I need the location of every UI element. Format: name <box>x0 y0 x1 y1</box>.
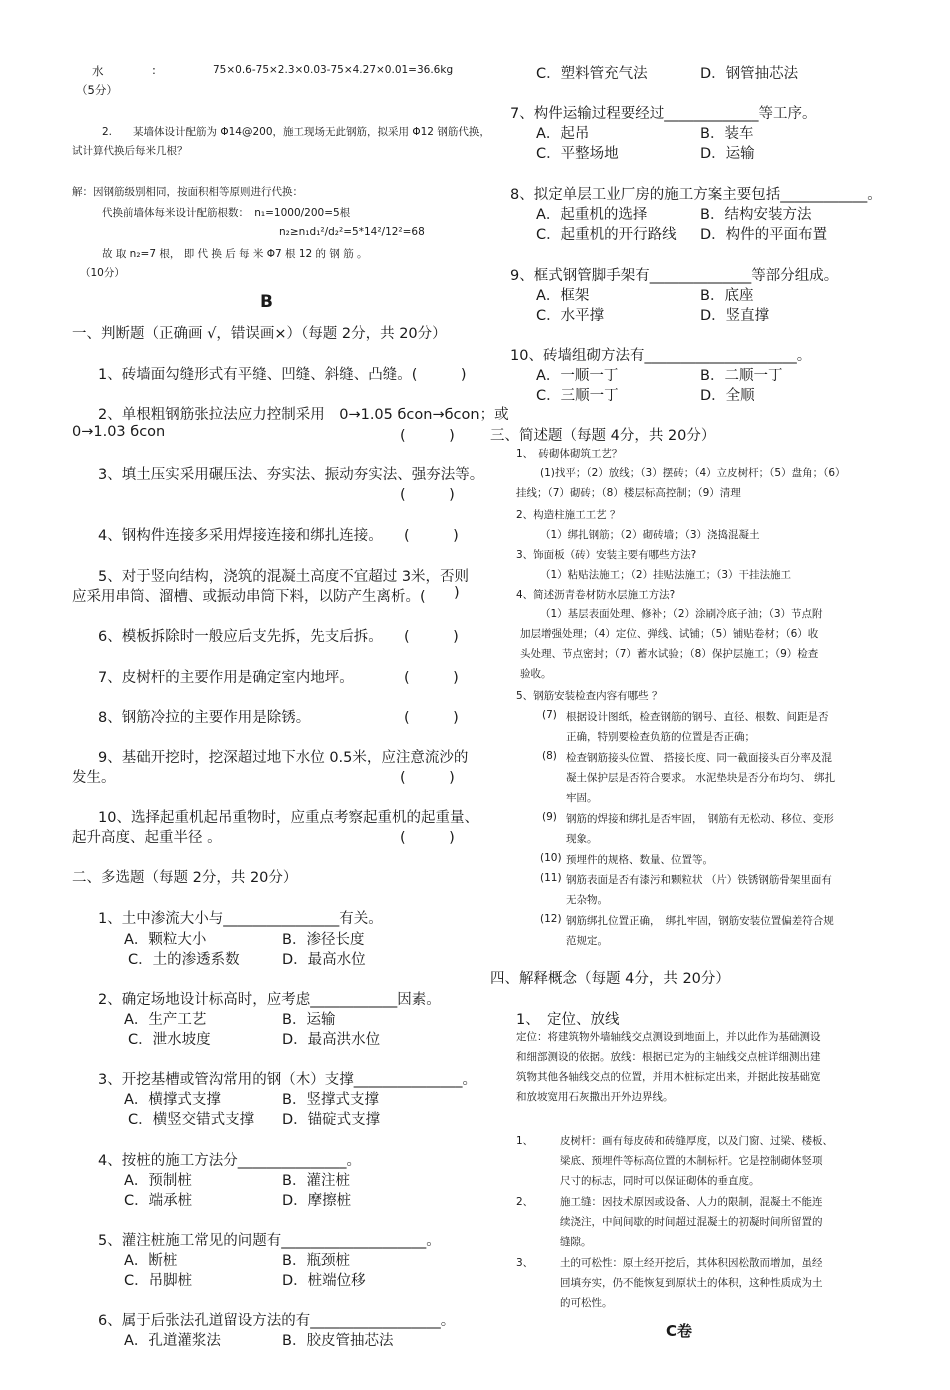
tf-answer-7[interactable]: ( ) <box>404 670 459 686</box>
mc-7-option-b[interactable]: B．装车 <box>700 126 754 142</box>
solution-line3: n₂≥n₁d₁²/d₂²=5*14²/12²=68 <box>279 226 425 238</box>
sa-answer-4-line1: （1）基层表面处理、修补；（2）涂刷冷底子油；（3）节点附 <box>540 608 823 620</box>
mc-10-option-b[interactable]: B．二顺一丁 <box>700 368 783 384</box>
ex-item-3-line3: 的可松性。 <box>560 1297 613 1309</box>
mc-8-option-a[interactable]: A．起重机的选择 <box>536 207 648 223</box>
ex-item-2-line2: 续浇注，中间间歇的时间超过混凝土的初凝时间所留置的 <box>560 1216 823 1228</box>
sa-question-2: 2、构造柱施工工艺 ？ <box>516 509 621 521</box>
tf-title: 一、判断题（正确画 √，错误画×）（每题 2分，共 20分） <box>72 326 447 342</box>
ex-item-3-line2: 回填夯实，仍不能恢复到原状土的体积，这种性质成为土 <box>560 1277 823 1289</box>
ex-title: 四、解释概念（每题 4分，共 20分） <box>490 971 730 987</box>
ex-1-line1: 定位：将建筑物外墙轴线交点测设到地面上，并以此作为基础测设 <box>516 1031 821 1043</box>
steel-item-12-num: (12) <box>540 913 562 925</box>
steel-item-8-line1: 检查钢筋接头位置、 搭接长度、同一截面接头百分率及混 <box>566 752 832 764</box>
sa-answer-4-line2: 加层增强处理；（4）定位、弹线、试铺；（5）铺贴卷材；（6）收 <box>520 628 819 640</box>
section-b-title: B <box>260 292 273 312</box>
ex-1-line2: 和细部测设的依据。放线：根据已定为的主轴线交点桩详细测出建 <box>516 1051 821 1063</box>
tf-answer-9[interactable]: ( ) <box>400 770 455 786</box>
tf-item-6: 6、模板拆除时一般应后支先拆，先支后拆。 <box>98 629 383 645</box>
ex-item-2-line3: 缝隙。 <box>560 1236 592 1248</box>
ex-item-2-num: 2、 <box>516 1196 534 1208</box>
mc-9-option-c[interactable]: C．水平撑 <box>536 308 605 324</box>
ex-1-line4: 和放坡宽用石灰撒出开外边界线。 <box>516 1091 674 1103</box>
mc-8-option-b[interactable]: B．结构安装方法 <box>700 207 812 223</box>
mc-question-8: 8、拟定单层工业厂房的施工方案主要包括____________。 <box>510 187 882 203</box>
tf-item-10-line1: 10、选择起重机起吊重物时，应重点考察起重机的起重量、 <box>98 810 479 826</box>
steel-item-7-line2: 正确，特别要检查负筋的位置是否正确； <box>566 731 755 743</box>
mc-1-option-c[interactable]: C．土的渗透系数 <box>128 952 240 968</box>
sa-question-3: 3、饰面板（砖）安装主要有哪些方法? <box>516 549 697 561</box>
mc-3-option-a[interactable]: A．横撑式支撑 <box>124 1092 221 1108</box>
sa-answer-2: （1）绑扎钢筋；（2）砌砖墙；（3）浇捣混凝土 <box>540 529 760 541</box>
mc-7-option-a[interactable]: A．起吊 <box>536 126 590 142</box>
steel-item-11-num: (11) <box>540 872 562 884</box>
mc-2-option-a[interactable]: A．生产工艺 <box>124 1012 207 1028</box>
sa-answer-3: （1）粘贴法施工；（2）挂贴法施工；（3）干挂法施工 <box>540 569 792 581</box>
water-colon: : <box>152 63 156 77</box>
ex-1-line3: 筑物其他各轴线交点的位置，并用木桩标定出来，并据此按基础宽 <box>516 1071 821 1083</box>
mc-3-option-b[interactable]: B．竖撑式支撑 <box>282 1092 379 1108</box>
tf-item-3: 3、填土压实采用碾压法、夯实法、振动夯实法、强夯法等。 <box>98 467 485 483</box>
solution-line4: 故 取 n₂=7 根， 即 代 换 后 每 米 Φ7 根 12 的 钢 筋 。 <box>102 248 368 260</box>
ex-item-1-line2: 梁底、预埋件等标高位置的木制标杆。它是控制砌体竖项 <box>560 1155 823 1167</box>
mc-question-7: 7、构件运输过程要经过_____________等工序。 <box>510 106 817 122</box>
mc-question-3: 3、开挖基槽或管沟常用的钢（木）支撑_______________。 <box>98 1072 477 1088</box>
steel-item-12-line2: 范规定。 <box>566 935 608 947</box>
steel-item-8-num: (8) <box>542 750 557 762</box>
ex-item-3-line1: 土的可松性：原土经开挖后，其体积因松散而增加，虽经 <box>560 1257 823 1269</box>
mc-6-option-c[interactable]: C．塑料管充气法 <box>536 66 648 82</box>
mc-8-option-c[interactable]: C．起重机的开行路线 <box>536 227 677 243</box>
ex-item-1-line3: 尺寸的标志，同时可以保证砌体的垂直度。 <box>560 1175 760 1187</box>
mc-2-option-c[interactable]: C．泄水坡度 <box>128 1032 211 1048</box>
ex-1-title: 1、 定位、放线 <box>516 1012 620 1028</box>
mc-4-option-a[interactable]: A．预制桩 <box>124 1173 192 1189</box>
mc-1-option-b[interactable]: B．渗径长度 <box>282 932 365 948</box>
sa-answer-4-line3: 头处理、节点密封；（7）蓄水试验；（8）保护层施工；（9）检查 <box>520 648 819 660</box>
mc-6-option-d[interactable]: D．钢管抽芯法 <box>700 66 799 82</box>
sa-title: 三、简述题（每题 4分，共 20分） <box>490 428 716 444</box>
tf-item-5-line2: 应采用串筒、溜槽、或振动串筒下料，以防产生离析。( <box>72 589 426 605</box>
steel-item-9-num: (9) <box>542 811 557 823</box>
steel-item-8-line2: 凝土保护层是否符合要求。 水泥垫块是否分布均匀、 绑扎 <box>566 772 836 784</box>
mc-2-option-d[interactable]: D．最高洪水位 <box>282 1032 381 1048</box>
ex-item-1-line1: 皮树杆：画有每皮砖和砖缝厚度，以及门窗、过梁、楼板、 <box>560 1135 833 1147</box>
sa-answer-1-line1: (1)找平；（2）放线；（3）摆砖；（4）立皮树杆；（5）盘角；（6） <box>540 467 846 479</box>
tf-answer-8[interactable]: ( ) <box>404 710 459 726</box>
steel-item-7-num: (7) <box>542 709 557 721</box>
mc-question-1: 1、土中渗流大小与________________有关。 <box>98 911 383 927</box>
q2-line1: 2. 某墙体设计配筋为 Φ14@200，施工现场无此钢筋，拟采用 Φ12 钢筋代换， <box>102 126 490 138</box>
tf-item-2-line2: 0→1.03 бcon <box>72 424 166 440</box>
steel-item-9-line2: 现象。 <box>566 833 598 845</box>
mc-question-10: 10、砖墙组砌方法有_____________________。 <box>510 348 812 364</box>
mc-5-option-b[interactable]: B．瓶颈桩 <box>282 1253 350 1269</box>
ex-item-1-num: 1、 <box>516 1135 534 1147</box>
mc-8-option-d[interactable]: D．构件的平面布置 <box>700 227 828 243</box>
water-score: （5分） <box>76 83 118 97</box>
mc-5-option-d[interactable]: D．桩端位移 <box>282 1273 366 1289</box>
water-label: 水 <box>92 64 104 78</box>
tf-item-8: 8、钢筋冷拉的主要作用是除锈。 <box>98 710 311 726</box>
steel-item-8-line3: 牢固。 <box>566 792 598 804</box>
tf-item-7: 7、皮树杆的主要作用是确定室内地坪。 <box>98 670 354 686</box>
steel-item-7-line1: 根据设计图纸，检查钢筋的钢号、直径、根数、间距是否 <box>566 711 829 723</box>
tf-item-2-line1: 2、单根粗钢筋张拉法应力控制采用 0→1.05 бcon→бcon；或 <box>98 407 509 423</box>
mc-7-option-d[interactable]: D．运输 <box>700 146 755 162</box>
steel-item-11-line2: 无杂物。 <box>566 894 608 906</box>
section-c-title: C卷 <box>666 1322 693 1340</box>
sa-answer-1-line2: 挂线；（7）砌砖；（8）楼层标高控制；（9）清理 <box>516 487 741 499</box>
solution-line5: （10分） <box>80 267 125 279</box>
mc-6-option-a[interactable]: A．孔道灌浆法 <box>124 1333 221 1349</box>
steel-item-10-num: (10) <box>540 852 562 864</box>
tf-answer-5[interactable]: ) <box>454 585 460 601</box>
mc-question-5: 5、灌注桩施工常见的问题有____________________。 <box>98 1233 441 1249</box>
steel-item-10-line1: 预埋件的规格、数量、位置等。 <box>566 854 713 866</box>
mc-question-4: 4、按桩的施工方法分_______________。 <box>98 1153 361 1169</box>
tf-item-9-line2: 发生。 <box>72 770 116 786</box>
mc-title: 二、多选题（每题 2分，共 20分） <box>72 870 298 886</box>
mc-9-option-a[interactable]: A．框架 <box>536 288 590 304</box>
mc-question-2: 2、确定场地设计标高时，应考虑____________因素。 <box>98 992 441 1008</box>
mc-4-option-c[interactable]: C．端承桩 <box>124 1193 193 1209</box>
mc-5-option-a[interactable]: A．断桩 <box>124 1253 178 1269</box>
mc-3-option-c[interactable]: C．横竖交错式支撑 <box>128 1112 255 1128</box>
mc-9-option-b[interactable]: B．底座 <box>700 288 754 304</box>
mc-4-option-b[interactable]: B．灌注桩 <box>282 1173 350 1189</box>
sa-question-1: 1、 砖砌体砌筑工艺？ <box>516 448 623 460</box>
ex-item-2-line1: 施工缝：因技术原因或设备、人力的限制，混凝土不能连 <box>560 1196 823 1208</box>
water-formula: 75×0.6-75×2.3×0.03-75×4.27×0.01=36.6kg <box>213 64 454 76</box>
sa-answer-4-line4: 验收。 <box>520 668 552 680</box>
tf-item-1: 1、砖墙面勾缝形式有平缝、凹缝、斜缝、凸缝。( ) <box>98 367 467 383</box>
mc-7-option-c[interactable]: C．平整场地 <box>536 146 619 162</box>
steel-item-12-line1: 钢筋绑扎位置正确， 绑扎牢固，钢筋安装位置偏差符合规 <box>566 915 834 927</box>
mc-5-option-c[interactable]: C．吊脚桩 <box>124 1273 193 1289</box>
solution-line1: 解：因钢筋级别相同，按面积相等原则进行代换： <box>72 186 303 198</box>
tf-answer-2[interactable]: ( ) <box>400 428 455 444</box>
mc-1-option-a[interactable]: A．颗粒大小 <box>124 932 207 948</box>
q2-line2: 试计算代换后每米几根？ <box>72 145 188 157</box>
mc-question-6: 6、属于后张法孔道留设方法的有__________________。 <box>98 1313 456 1329</box>
tf-answer-3[interactable]: ( ) <box>400 487 455 503</box>
sa-question-5: 5、钢筋安装检查内容有哪些 ？ <box>516 690 663 702</box>
solution-line2: 代换前墙体每米设计配筋根数： n₁=1000/200=5根 <box>102 207 351 219</box>
tf-item-9-line1: 9、基础开挖时，挖深超过地下水位 0.5米，应注意流沙的 <box>98 750 469 766</box>
tf-item-4: 4、钢构件连接多采用焊接连接和绑扎连接。 <box>98 528 383 544</box>
tf-item-10-line2: 起升高度、起重半径 。 <box>72 830 222 846</box>
mc-9-option-d[interactable]: D．竖直撑 <box>700 308 770 324</box>
mc-3-option-d[interactable]: D．锚碇式支撑 <box>282 1112 381 1128</box>
mc-question-9: 9、框式钢管脚手架有______________等部分组成。 <box>510 268 839 284</box>
steel-item-9-line1: 钢筋的焊接和绑扎是否牢固， 钢筋有无松动、移位、变形 <box>566 813 834 825</box>
steel-item-11-line1: 钢筋表面是否有漆污和颗粒状 （片）铁锈钢筋骨架里面有 <box>566 874 832 886</box>
mc-10-option-a[interactable]: A．一顺一丁 <box>536 368 619 384</box>
mc-10-option-c[interactable]: C．三顺一丁 <box>536 388 619 404</box>
tf-answer-4[interactable]: ( ) <box>404 528 459 544</box>
mc-10-option-d[interactable]: D．全顺 <box>700 388 755 404</box>
mc-4-option-d[interactable]: D．摩擦桩 <box>282 1193 352 1209</box>
tf-item-5-line1: 5、对于竖向结构，浇筑的混凝土高度不宜超过 3米，否则 <box>98 569 470 585</box>
tf-answer-6[interactable]: ( ) <box>404 629 459 645</box>
mc-6-option-b[interactable]: B．胶皮管抽芯法 <box>282 1333 394 1349</box>
mc-1-option-d[interactable]: D．最高水位 <box>282 952 366 968</box>
ex-item-3-num: 3、 <box>516 1257 534 1269</box>
mc-2-option-b[interactable]: B．运输 <box>282 1012 336 1028</box>
sa-question-4: 4、简述沥青卷材防水层施工方法? <box>516 589 676 601</box>
tf-answer-10[interactable]: ( ) <box>400 830 455 846</box>
